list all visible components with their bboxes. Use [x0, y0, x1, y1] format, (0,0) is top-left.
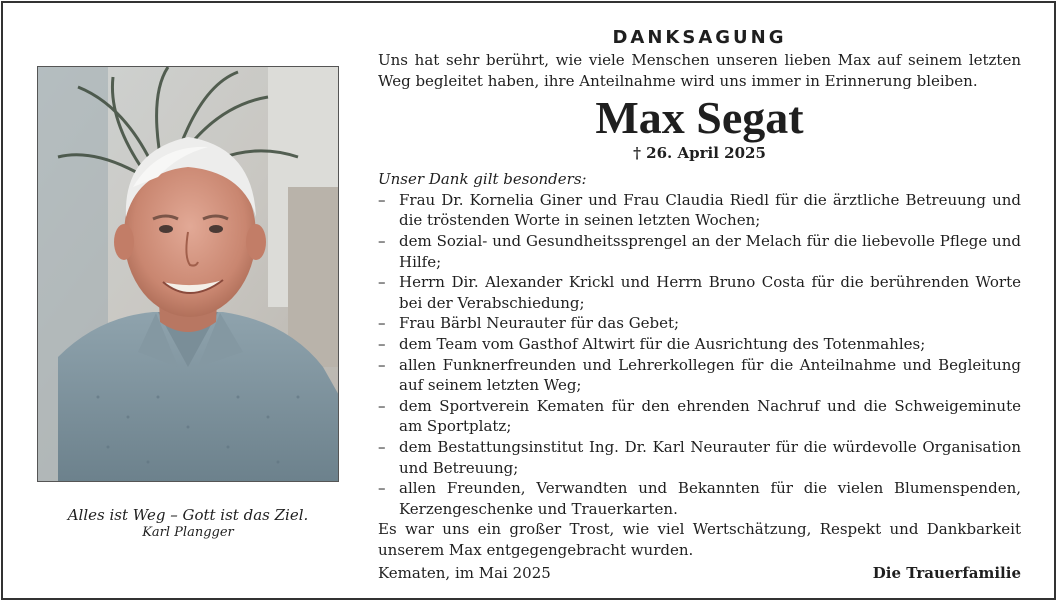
notice-footer — [378, 563, 1021, 584]
list-item: – dem Team vom Gasthof Altwirt für die Ausrichtung des Totenmahles; — [378, 334, 926, 353]
list-item: – dem Sozial- und Gesundheitssprengel an der Melach für die liebevolle Pflege und Hilfe; — [378, 231, 1021, 271]
closing-text: Es war uns ein großer Trost, wie viel Wertschätzung, Respekt und Dankbarkeit unserem Max entgegengebracht wurden. — [378, 520, 1021, 559]
quote-author: Karl Plangger — [142, 525, 234, 540]
list-item: – dem Sportverein Kematen für den ehrenden Nachruf und die Schweigeminute am Sportplatz; — [378, 396, 1021, 436]
thanks-list — [378, 190, 1021, 520]
thanks-label: Unser Dank gilt besonders: — [378, 170, 587, 189]
quote-text: Alles ist Weg – Gott ist das Ziel. — [67, 506, 309, 524]
notice-content — [378, 26, 1021, 584]
death-date: † 26. April 2025 — [633, 144, 766, 163]
place-date: Kematen, im Mai 2025 — [378, 564, 551, 583]
list-item: – dem Bestattungsinstitut Ing. Dr. Karl Neurauter für die würdevolle Organisation und Betreuung; — [378, 437, 1021, 477]
notice-heading: DANKSAGUNG — [612, 27, 787, 48]
list-item: – Frau Bärbl Neurauter für das Gebet; — [378, 314, 680, 333]
portrait-photo — [37, 66, 339, 482]
list-item: – allen Freunden, Verwandten und Bekannten für die vielen Blumenspenden, Kerzengeschenke und Trauerkarten. — [378, 479, 1021, 518]
list-item: – allen Funknerfreunden und Lehrerkollegen für die Anteilnahme und Begleitung auf seinem letzten Weg; — [378, 355, 1021, 395]
signature: Die Trauerfamilie — [872, 564, 1021, 583]
memorial-quote — [40, 506, 336, 542]
deceased-name: Max Segat — [595, 92, 804, 144]
list-item: – Frau Dr. Kornelia Giner und Frau Claudia Riedl für die ärztliche Betreuung und die tröstenden Worte in seinen letzten Wochen; — [378, 190, 1021, 230]
list-item: – Herrn Dir. Alexander Krickl und Herrn Bruno Costa für die berührenden Worte bei der Verabschiedung; — [378, 273, 1021, 312]
intro-text: Uns hat sehr berührt, wie viele Menschen unseren lieben Max auf seinem letzten Weg begleitet haben, ihre Anteilnahme wird uns immer in Erinnerung bleiben. — [378, 51, 1021, 90]
